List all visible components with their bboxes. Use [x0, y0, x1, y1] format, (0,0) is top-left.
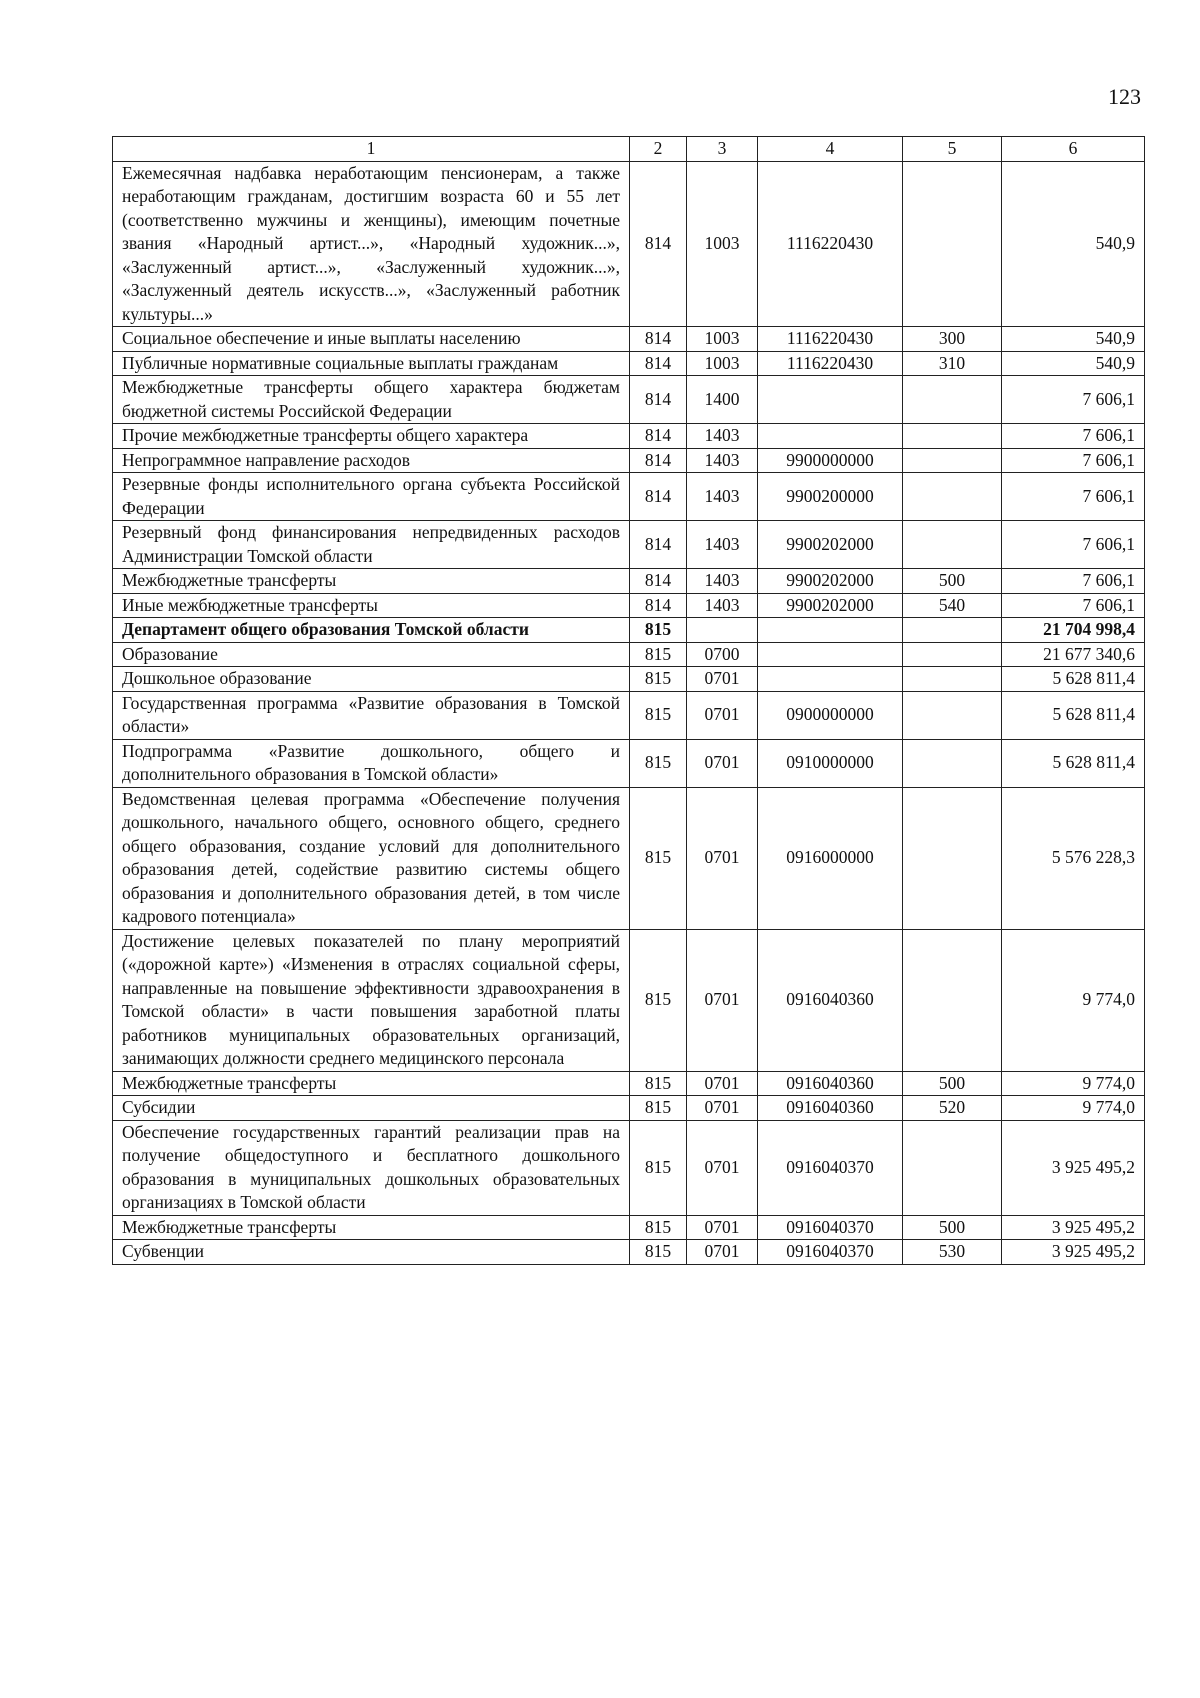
row-amount: 3 925 495,2: [1002, 1215, 1145, 1240]
row-admin-code: 815: [630, 1096, 687, 1121]
row-expense-type: 530: [903, 1240, 1002, 1265]
row-expense-type: [903, 667, 1002, 692]
row-admin-code: 815: [630, 667, 687, 692]
row-expense-type: [903, 424, 1002, 449]
row-expense-type: 500: [903, 569, 1002, 594]
row-target-article: [758, 424, 903, 449]
row-name: Межбюджетные трансферты общего характера бюджетам бюджетной системы Российской Федерации: [113, 376, 630, 424]
row-admin-code: 814: [630, 593, 687, 618]
row-amount: 7 606,1: [1002, 473, 1145, 521]
row-amount: 5 628 811,4: [1002, 667, 1145, 692]
row-admin-code: 815: [630, 618, 687, 643]
row-expense-type: [903, 161, 1002, 327]
row-expense-type: [903, 618, 1002, 643]
row-admin-code: 814: [630, 448, 687, 473]
row-target-article: 0916040360: [758, 929, 903, 1071]
row-section-code: 1003: [687, 351, 758, 376]
row-admin-code: 814: [630, 376, 687, 424]
row-expense-type: 500: [903, 1215, 1002, 1240]
row-target-article: [758, 667, 903, 692]
row-expense-type: 310: [903, 351, 1002, 376]
row-amount: 7 606,1: [1002, 521, 1145, 569]
row-admin-code: 815: [630, 1120, 687, 1215]
row-section-code: 1003: [687, 327, 758, 352]
row-admin-code: 814: [630, 569, 687, 594]
row-expense-type: [903, 739, 1002, 787]
table-row: [113, 618, 1145, 643]
table-body: [113, 137, 1145, 1265]
row-expense-type: [903, 1120, 1002, 1215]
page-number: 123: [1108, 84, 1141, 109]
row-target-article: 0916040370: [758, 1120, 903, 1215]
row-name: Ежемесячная надбавка неработающим пенсионерам, а также неработающим гражданам, достигшим возраста 60 и 55 лет (соответственно мужчины и женщины), имеющим почетные звания «Народный артист...», «Народный художник...», «Заслуженный артист...», «Заслуженный художник...», «Заслуженный деятель искусств...», «Заслуженный работник культуры...»: [113, 161, 630, 327]
row-admin-code: 815: [630, 1215, 687, 1240]
row-amount: 540,9: [1002, 351, 1145, 376]
row-amount: 540,9: [1002, 327, 1145, 352]
row-name: Межбюджетные трансферты: [113, 1215, 630, 1240]
row-target-article: 0916040360: [758, 1071, 903, 1096]
row-target-article: 0916040360: [758, 1096, 903, 1121]
row-expense-type: 520: [903, 1096, 1002, 1121]
table-row: [113, 473, 1145, 521]
row-admin-code: 814: [630, 161, 687, 327]
table-row: [113, 739, 1145, 787]
row-target-article: [758, 376, 903, 424]
row-admin-code: 814: [630, 473, 687, 521]
row-name: Непрограммное направление расходов: [113, 448, 630, 473]
table-row: [113, 1071, 1145, 1096]
table-row: [113, 376, 1145, 424]
row-section-code: 0700: [687, 642, 758, 667]
row-section-code: 1003: [687, 161, 758, 327]
table-row: [113, 521, 1145, 569]
header-col-3: 3: [687, 137, 758, 162]
row-name: Резервные фонды исполнительного органа субъекта Российской Федерации: [113, 473, 630, 521]
row-admin-code: 815: [630, 929, 687, 1071]
row-target-article: 0916000000: [758, 787, 903, 929]
row-amount: 3 925 495,2: [1002, 1240, 1145, 1265]
row-target-article: 9900202000: [758, 569, 903, 594]
row-section-code: 1403: [687, 448, 758, 473]
row-name: Межбюджетные трансферты: [113, 1071, 630, 1096]
row-admin-code: 815: [630, 787, 687, 929]
row-target-article: 1116220430: [758, 327, 903, 352]
row-section-code: 0701: [687, 1120, 758, 1215]
table-row: [113, 327, 1145, 352]
row-amount: 7 606,1: [1002, 448, 1145, 473]
row-amount: 7 606,1: [1002, 593, 1145, 618]
row-admin-code: 814: [630, 424, 687, 449]
table-row: [113, 1240, 1145, 1265]
row-target-article: 9900000000: [758, 448, 903, 473]
row-target-article: 0910000000: [758, 739, 903, 787]
row-amount: 9 774,0: [1002, 929, 1145, 1071]
row-section-code: 0701: [687, 691, 758, 739]
row-target-article: 9900200000: [758, 473, 903, 521]
header-col-2: 2: [630, 137, 687, 162]
row-name: Ведомственная целевая программа «Обеспечение получения дошкольного, начального общего, основного общего, среднего общего образования, создание условий для дополнительного образования детей, содействие развитию системы общего образования и дополнительного образования детей, в том числе кадрового потенциала»: [113, 787, 630, 929]
row-section-code: 1403: [687, 473, 758, 521]
table-row: [113, 667, 1145, 692]
row-name: Достижение целевых показателей по плану мероприятий («дорожной карте») «Изменения в отраслях социальной сферы, направленные на повышение эффективности здравоохранения в Томской области» в части повышения заработной платы работников муниципальных образовательных организаций, занимающих должности среднего медицинского персонала: [113, 929, 630, 1071]
row-section-code: 1403: [687, 593, 758, 618]
row-amount: 3 925 495,2: [1002, 1120, 1145, 1215]
row-section-code: 1403: [687, 424, 758, 449]
row-admin-code: 815: [630, 1240, 687, 1265]
table-row: [113, 351, 1145, 376]
table-row: [113, 569, 1145, 594]
row-target-article: 0916040370: [758, 1240, 903, 1265]
row-expense-type: 300: [903, 327, 1002, 352]
row-name: Департамент общего образования Томской области: [113, 618, 630, 643]
table-row: [113, 424, 1145, 449]
row-target-article: 0900000000: [758, 691, 903, 739]
row-amount: 540,9: [1002, 161, 1145, 327]
row-admin-code: 815: [630, 1071, 687, 1096]
header-col-6: 6: [1002, 137, 1145, 162]
row-expense-type: [903, 473, 1002, 521]
row-admin-code: 815: [630, 691, 687, 739]
budget-table: [112, 136, 1145, 1265]
row-amount: 21 704 998,4: [1002, 618, 1145, 643]
row-name: Подпрограмма «Развитие дошкольного, общего и дополнительного образования в Томской области»: [113, 739, 630, 787]
header-col-5: 5: [903, 137, 1002, 162]
row-amount: 7 606,1: [1002, 376, 1145, 424]
row-target-article: 1116220430: [758, 161, 903, 327]
table-row: [113, 1120, 1145, 1215]
row-name: Обеспечение государственных гарантий реализации прав на получение общедоступного и бесплатного дошкольного образования в муниципальных дошкольных образовательных организациях в Томской области: [113, 1120, 630, 1215]
row-target-article: [758, 618, 903, 643]
row-expense-type: [903, 642, 1002, 667]
row-amount: 9 774,0: [1002, 1071, 1145, 1096]
table-row: [113, 1096, 1145, 1121]
row-name: Иные межбюджетные трансферты: [113, 593, 630, 618]
header-row: [113, 137, 1145, 162]
row-target-article: 9900202000: [758, 593, 903, 618]
row-section-code: 0701: [687, 739, 758, 787]
row-target-article: 0916040370: [758, 1215, 903, 1240]
table-row: [113, 1215, 1145, 1240]
row-admin-code: 815: [630, 739, 687, 787]
row-amount: 5 628 811,4: [1002, 691, 1145, 739]
row-name: Образование: [113, 642, 630, 667]
row-admin-code: 815: [630, 642, 687, 667]
row-amount: 9 774,0: [1002, 1096, 1145, 1121]
row-amount: 7 606,1: [1002, 569, 1145, 594]
table-row: [113, 691, 1145, 739]
table-row: [113, 642, 1145, 667]
row-amount: 7 606,1: [1002, 424, 1145, 449]
row-expense-type: 540: [903, 593, 1002, 618]
row-target-article: 1116220430: [758, 351, 903, 376]
row-amount: 5 628 811,4: [1002, 739, 1145, 787]
row-section-code: 0701: [687, 1096, 758, 1121]
table-row: [113, 593, 1145, 618]
row-expense-type: [903, 448, 1002, 473]
header-col-1: 1: [113, 137, 630, 162]
row-target-article: [758, 642, 903, 667]
table-row: [113, 929, 1145, 1071]
row-admin-code: 814: [630, 327, 687, 352]
row-section-code: [687, 618, 758, 643]
row-name: Государственная программа «Развитие образования в Томской области»: [113, 691, 630, 739]
row-expense-type: [903, 787, 1002, 929]
row-name: Социальное обеспечение и иные выплаты населению: [113, 327, 630, 352]
row-amount: 21 677 340,6: [1002, 642, 1145, 667]
row-target-article: 9900202000: [758, 521, 903, 569]
table-row: [113, 161, 1145, 327]
row-section-code: 0701: [687, 1240, 758, 1265]
row-expense-type: [903, 929, 1002, 1071]
row-name: Межбюджетные трансферты: [113, 569, 630, 594]
header-col-4: 4: [758, 137, 903, 162]
row-amount: 5 576 228,3: [1002, 787, 1145, 929]
row-admin-code: 814: [630, 351, 687, 376]
table-row: [113, 448, 1145, 473]
row-name: Резервный фонд финансирования непредвиденных расходов Администрации Томской области: [113, 521, 630, 569]
row-expense-type: [903, 376, 1002, 424]
row-name: Дошкольное образование: [113, 667, 630, 692]
row-section-code: 1400: [687, 376, 758, 424]
row-name: Прочие межбюджетные трансферты общего характера: [113, 424, 630, 449]
row-name: Субсидии: [113, 1096, 630, 1121]
row-admin-code: 814: [630, 521, 687, 569]
row-name: Субвенции: [113, 1240, 630, 1265]
row-section-code: 0701: [687, 1071, 758, 1096]
row-section-code: 1403: [687, 569, 758, 594]
row-expense-type: 500: [903, 1071, 1002, 1096]
row-name: Публичные нормативные социальные выплаты гражданам: [113, 351, 630, 376]
row-section-code: 1403: [687, 521, 758, 569]
row-expense-type: [903, 521, 1002, 569]
row-section-code: 0701: [687, 787, 758, 929]
row-section-code: 0701: [687, 929, 758, 1071]
table-row: [113, 787, 1145, 929]
row-section-code: 0701: [687, 667, 758, 692]
row-expense-type: [903, 691, 1002, 739]
row-section-code: 0701: [687, 1215, 758, 1240]
